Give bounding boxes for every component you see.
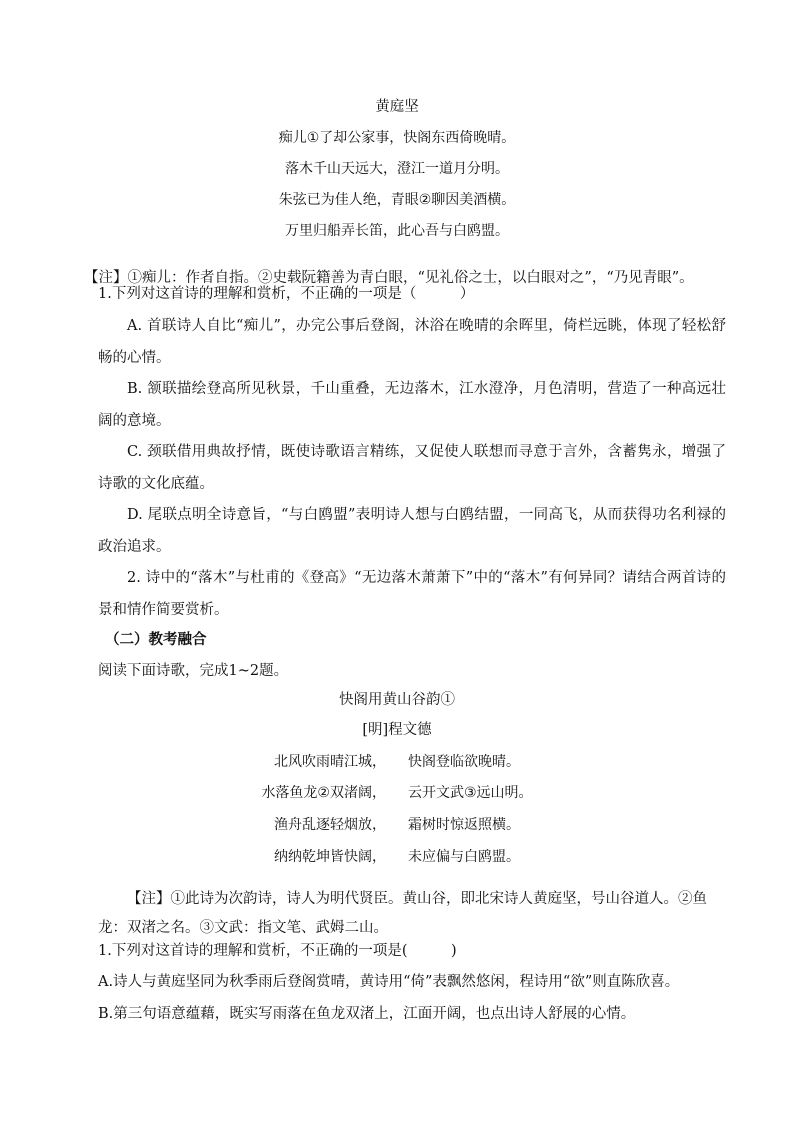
poem2-title: 快阁用黄山谷韵① [339, 692, 455, 708]
option-d: D. 尾联点明全诗意旨，“与白鸥盟”表明诗人想与白鸥结盟，一同高飞，从而获得功名利禄的政治追求。 [98, 507, 726, 555]
poem2-line-second-half: 快阁登临欲晚晴。 [408, 754, 520, 770]
poem2-line [0, 847, 794, 867]
section-heading: （二）教考融合 [105, 632, 207, 648]
poem2-line [0, 783, 794, 803]
option-b: B. 颔联描绘登高所见秋景，千山重叠，无边落木，江水澄净，月色清明，营造了一种高远壮阔的意境。 [98, 381, 726, 429]
poem2-line [0, 752, 794, 772]
poem2-line-first-half: 纳纳乾坤皆快阔， [274, 849, 386, 865]
poem1-line: 万里归船弄长笛，此心吾与白鸥盟。 [285, 223, 509, 239]
question2-option-b: B.第三句语意蕴藉，既实写雨落在鱼龙双渚上，江面开阔，也点出诗人舒展的心情。 [98, 1006, 636, 1022]
poem2-line-first-half: 渔舟乱逐轻烟放， [274, 817, 386, 833]
question-2: 2. 诗中的“落木”与杜甫的《登高》“无边落木萧萧下”中的“落木”有何异同？请结合两首诗的景和情作简要赏析。 [98, 570, 726, 618]
section-intro: 阅读下面诗歌，完成1~2题。 [98, 663, 289, 679]
poem1-line: 落木千山天远大，澄江一道月分明。 [285, 161, 509, 177]
poem2-note: 【注】①此诗为次韵诗，诗人为明代贤臣。黄山谷，即北宋诗人黄庭坚，号山谷道人。②鱼龙：双渚之名。③文武：指文笔、武姆二山。 [98, 891, 707, 936]
question-1: 1.下列对这首诗的理解和赏析，不正确的一项是（ ） [98, 286, 475, 302]
poem1-note: 【注】①痴儿：作者自指。②史载阮籍善为青白眼，“见礼俗之士，以白眼对之”，“乃见青眼”。 [84, 269, 694, 286]
poem2-line-second-half: 霜树时惊返照横。 [408, 817, 520, 833]
question2-option-a: A.诗人与黄庭坚同为秋季雨后登阁赏晴，黄诗用“倚”表飘然悠闲，程诗用“欲”则直陈欣喜。 [98, 974, 680, 990]
poem1-title: 黄庭坚 [375, 99, 419, 115]
poem2-line-first-half: 北风吹雨晴江城， [274, 754, 386, 770]
option-a: A. 首联诗人自比“痴儿”，办完公事后登阁，沐浴在晚晴的余晖里，倚栏远眺，体现了轻松舒畅的心情。 [98, 318, 726, 366]
question2-1: 1.下列对这首诗的理解和赏析，不正确的一项是( ) [98, 943, 457, 959]
poem2-line-second-half: 云开文武③远山明。 [408, 785, 533, 801]
poem2-line-first-half: 水落鱼龙②双渚阔， [261, 785, 386, 801]
option-c: C. 颈联借用典故抒情，既使诗歌语言精练，又促使人联想而寻意于言外，含蓄隽永，增强了诗歌的文化底蕴。 [98, 444, 726, 492]
poem2-line [0, 815, 794, 835]
poem1-line: 朱弦已为佳人绝，青眼②聊因美酒横。 [278, 192, 516, 208]
poem1-line: 痴儿①了却公家事，快阁东西倚晚晴。 [278, 130, 516, 146]
poem2-line-second-half: 未应偏与白鸥盟。 [408, 849, 520, 865]
poem2-author: [明]程文德 [362, 722, 432, 738]
